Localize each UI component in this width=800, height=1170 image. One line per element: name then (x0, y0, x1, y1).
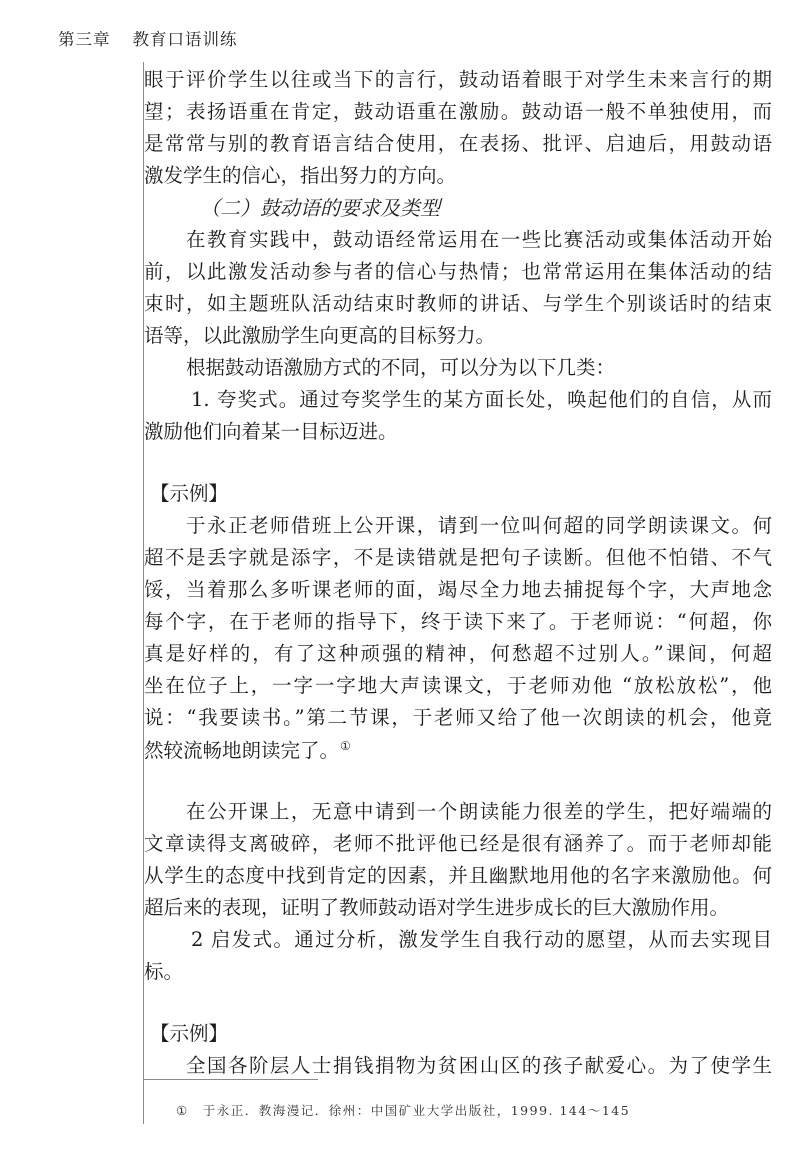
body-line: 2 启发式。通过分析，激发学生自我行动的愿望，从而去实现目 (191, 928, 772, 951)
section-subheading: （二）鼓动语的要求及类型 (200, 196, 440, 220)
footnote-reference[interactable]: ① (340, 739, 351, 753)
body-line: 激励他们向着某一目标迈进。 (144, 420, 398, 443)
example-text: 然较流畅地朗读完了。 (144, 739, 340, 762)
body-line: 眼于评价学生以往或当下的言行，鼓动语着眼于对学生未来言行的期 (144, 68, 772, 91)
footnote-text: 于永正．教海漫记．徐州：中国矿业大学出版社，1999. 144～145 (202, 1103, 631, 1118)
chapter-number: 第三章 (58, 30, 111, 49)
example-line: 说：“我要读书。”第二节课，于老师又给了他一次朗读的机会，他竟 (144, 706, 772, 729)
body-line: 激发学生的信心，指出努力的方向。 (144, 164, 457, 187)
body-line: 前，以此激发活动参与者的信心与热情；也常常运用在集体活动的结 (144, 260, 772, 283)
example-line: 每个字，在于老师的指导下，终于读下来了。于老师说：“何超，你 (144, 610, 772, 633)
example-line: 馁，当着那么多听课老师的面，竭尽全力地去捕捉每个字，大声地念 (144, 578, 772, 601)
example-line: 于永正老师借班上公开课，请到一位叫何超的同学朗读课文。何 (186, 514, 772, 537)
body-line: 语等，以此激励学生向更高的目标努力。 (144, 324, 496, 347)
body-line: 从学生的态度中找到肯定的因素，并且幽默地用他的名字来激励他。何 (144, 864, 772, 887)
example-line-last (144, 740, 351, 761)
body-line: 1. 夸奖式。通过夸奖学生的某方面长处，唤起他们的自信，从而 (191, 388, 772, 411)
example-line: 真是好样的，有了这种顽强的精神，何愁超不过别人。”课间，何超 (144, 642, 772, 665)
example-label: 【示例】 (150, 1022, 229, 1045)
footnote-separator (143, 1079, 318, 1080)
body-line: 是常常与别的教育语言结合使用，在表扬、批评、启迪后，用鼓动语 (144, 132, 772, 155)
chapter-title: 教育口语训练 (132, 30, 238, 49)
body-line: 超后来的表现，证明了教师鼓动语对学生进步成长的巨大激励作用。 (144, 896, 730, 919)
body-line: 在公开课上，无意中请到一个朗读能力很差的学生，把好端端的 (186, 800, 772, 823)
example-label: 【示例】 (150, 482, 229, 505)
body-line: 文章读得支离破碎，老师不批评他已经是很有涵养了。而于老师却能 (144, 832, 772, 855)
example-line: 超不是丢字就是添字，不是读错就是把句子读断。但他不怕错、不气 (144, 546, 772, 569)
example-line: 全国各阶层人士捐钱捐物为贫困山区的孩子献爱心。为了使学生 (186, 1054, 772, 1077)
example-line: 坐在位子上，一字一字地大声读课文，于老师劝他 “放松放松”，他 (144, 674, 772, 697)
running-header (58, 26, 238, 50)
footnote (176, 1101, 630, 1119)
body-line: 在教育实践中，鼓动语经常运用在一些比赛活动或集体活动开始 (186, 228, 772, 251)
body-line: 束时，如主题班队活动结束时教师的讲话、与学生个别谈话时的结束 (144, 292, 772, 315)
body-line: 标。 (144, 960, 184, 983)
body-line: 望；表扬语重在肯定，鼓动语重在激励。鼓动语一般不单独使用，而 (144, 100, 772, 123)
footnote-mark: ① (176, 1103, 189, 1118)
body-line: 根据鼓动语激励方式的不同，可以分为以下几类： (186, 356, 616, 379)
